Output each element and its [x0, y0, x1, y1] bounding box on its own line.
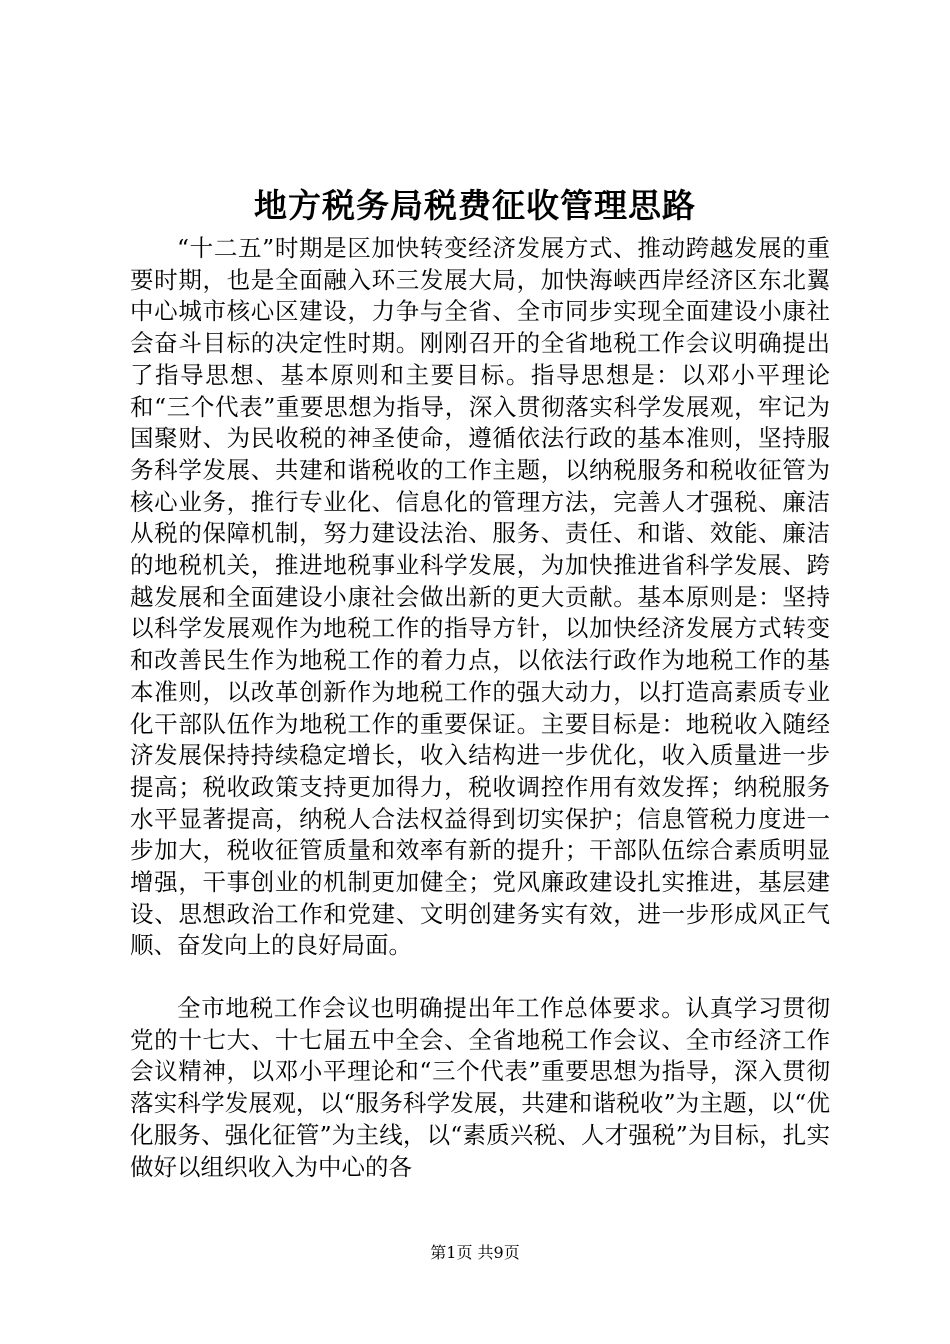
body-paragraph-1: “十二五”时期是区加快转变经济发展方式、推动跨越发展的重要时期，也是全面融入环三发展大局，加快海峡西岸经济区东北翼中心城市核心区建设，力争与全省、全市同步实现全面建设小康社会奋斗目标的决定性时期。刚刚召开的全省地税工作会议明确提出了指导思想、基本原则和主要目标。指导思想是：以邓小平理论和“三个代表”重要思想为指导，深入贯彻落实科学发展观，牢记为国聚财、为民收税的神圣使命，遵循依法行政的基本准则，坚持服务科学发展、共建和谐税收的工作主题，以纳税服务和税收征管为核心业务，推行专业化、信息化的管理方法，完善人才强税、廉洁从税的保障机制，努力建设法治、服务、责任、和谐、效能、廉洁的地税机关，推进地税事业科学发展，为加快推进省科学发展、跨越发展和全面建设小康社会做出新的更大贡献。基本原则是：坚持以科学发展观作为地税工作的指导方针，以加快经济发展方式转变和改善民生作为地税工作的着力点，以依法行政作为地税工作的基本准则，以改革创新作为地税工作的强大动力，以打造高素质专业化干部队伍作为地税工作的重要保证。主要目标是：地税收入随经济发展保持持续稳定增长，收入结构进一步优化，收入质量进一步提高；税收政策支持更加得力，税收调控作用有效发挥；纳税服务水平显著提高，纳税人合法权益得到切实保护；信息管税力度进一步加大，税收征管质量和效率有新的提升；干部队伍综合素质明显增强，干事创业的机制更加健全；党风廉政建设扎实推进，基层建设、思想政治工作和党建、文明创建务实有效，进一步形成风正气顺、奋发向上的良好局面。: [130, 234, 830, 960]
document-title: 地方税务局税费征收管理思路: [254, 186, 696, 225]
page-number-footer: 第1页 共9页: [430, 1243, 520, 1262]
body-paragraph-2: 全市地税工作会议也明确提出年工作总体要求。认真学习贯彻党的十七大、十七届五中全会、全省地税工作会议、全市经济工作会议精神，以邓小平理论和“三个代表”重要思想为指导，深入贯彻落实科学发展观，以“服务科学发展，共建和谐税收”为主题，以“优化服务、强化征管”为主线，以“素质兴税、人才强税”为目标，扎实做好以组织收入为中心的各: [130, 994, 830, 1181]
